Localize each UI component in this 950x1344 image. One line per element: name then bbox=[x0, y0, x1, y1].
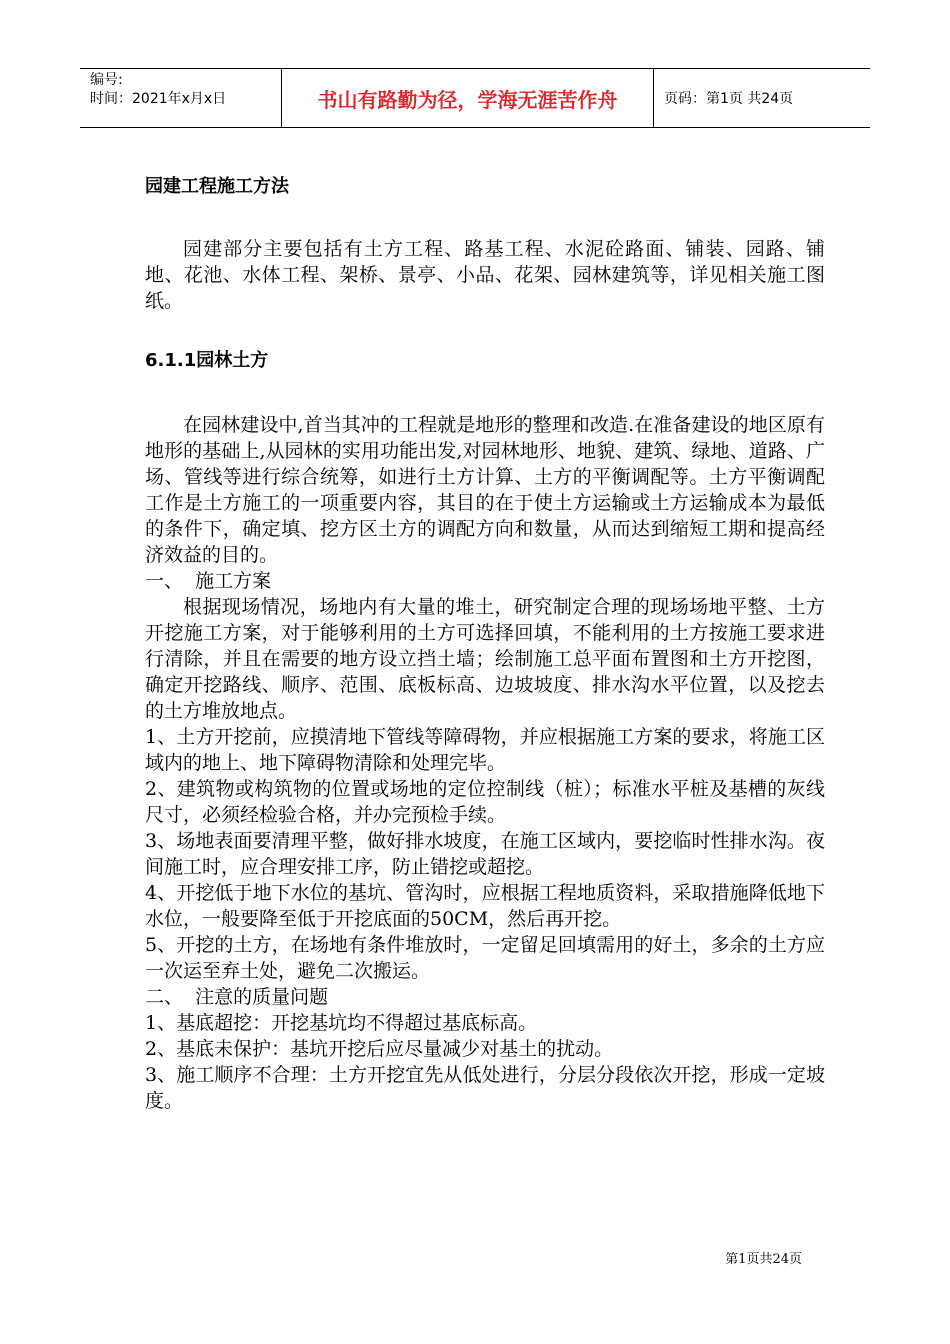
intro-paragraph: 园建部分主要包括有土方工程、路基工程、水泥砼路面、铺装、园路、铺地、花池、水体工程、架桥、景亭、小品、花架、园林建筑等，详见相关施工图纸。 bbox=[145, 238, 825, 312]
list-item: 2、基底未保护：基坑开挖后应尽量减少对基土的扰动。 bbox=[145, 1038, 614, 1060]
header-meta bbox=[80, 69, 282, 127]
list-item: 3、场地表面要清理平整，做好排水坡度，在施工区域内，要挖临时性排水沟。夜间施工时，应合理安排工序，防止错挖或超挖。 bbox=[145, 830, 825, 878]
document-title: 园建工程施工方法 bbox=[145, 176, 289, 197]
code-label: 编号: bbox=[90, 72, 123, 88]
list-item: 3、施工顺序不合理：土方开挖宜先从低处进行，分层分段依次开挖，形成一定坡度。 bbox=[145, 1064, 825, 1112]
header-page-info: 页码：第1页 共24页 bbox=[664, 91, 794, 107]
list-item: 1、土方开挖前，应摸清地下管线等障碍物，并应根据施工方案的要求，将施工区域内的地上、地下障碍物清除和处理完毕。 bbox=[145, 726, 825, 774]
page-header bbox=[80, 68, 870, 128]
header-motto: 书山有路勤为径，学海无涯苦作舟 bbox=[282, 69, 654, 127]
date-line: 时间：2021年x月x日 bbox=[90, 91, 227, 107]
section-paragraph: 在园林建设中,首当其冲的工程就是地形的整理和改造.在准备建设的地区原有地形的基础上,从园林的实用功能出发,对园林地形、地貌、建筑、绿地、道路、广场、管线等进行综合统筹，如进行土方计算、土方的平衡调配等。土方平衡调配工作是土方施工的一项重要内容，其目的在于使土方运输或土方运输成本为最低的条件下，确定填、挖方区土方的调配方向和数量，从而达到缩短工期和提高经济效益的目的。 bbox=[145, 414, 825, 566]
document-body bbox=[145, 172, 825, 1114]
list-item: 2、建筑物或构筑物的位置或场地的定位控制线（桩）；标准水平桩及基槽的灰线尺寸，必须经检验合格，并办完预检手续。 bbox=[145, 778, 825, 826]
section-title: 6.1.1园林土方 bbox=[145, 350, 269, 371]
plan-paragraph: 根据现场情况，场地内有大量的堆土，研究制定合理的现场场地平整、土方开挖施工方案，对于能够利用的土方可选择回填，不能利用的土方按施工要求进行清除，并且在需要的地方设立挡土墙；绘制施工总平面布置图和土方开挖图，确定开挖路线、顺序、范围、底板标高、边坡坡度、排水沟水平位置，以及挖去的土方堆放地点。 bbox=[145, 596, 825, 722]
list-item: 1、基底超挖：开挖基坑均不得超过基底标高。 bbox=[145, 1012, 538, 1034]
list-item: 5、开挖的土方，在场地有条件堆放时，一定留足回填需用的好土，多余的土方应一次运至弃土处，避免二次搬运。 bbox=[145, 934, 825, 982]
page-footer: 第1页共24页 bbox=[725, 1252, 802, 1267]
heading-construction-plan: 一、 施工方案 bbox=[145, 570, 272, 592]
heading-quality-issues: 二、 注意的质量问题 bbox=[145, 986, 329, 1008]
list-item: 4、开挖低于地下水位的基坑、管沟时，应根据工程地质资料，采取措施降低地下水位，一般要降至低于开挖底面的50CM，然后再开挖。 bbox=[145, 882, 825, 930]
